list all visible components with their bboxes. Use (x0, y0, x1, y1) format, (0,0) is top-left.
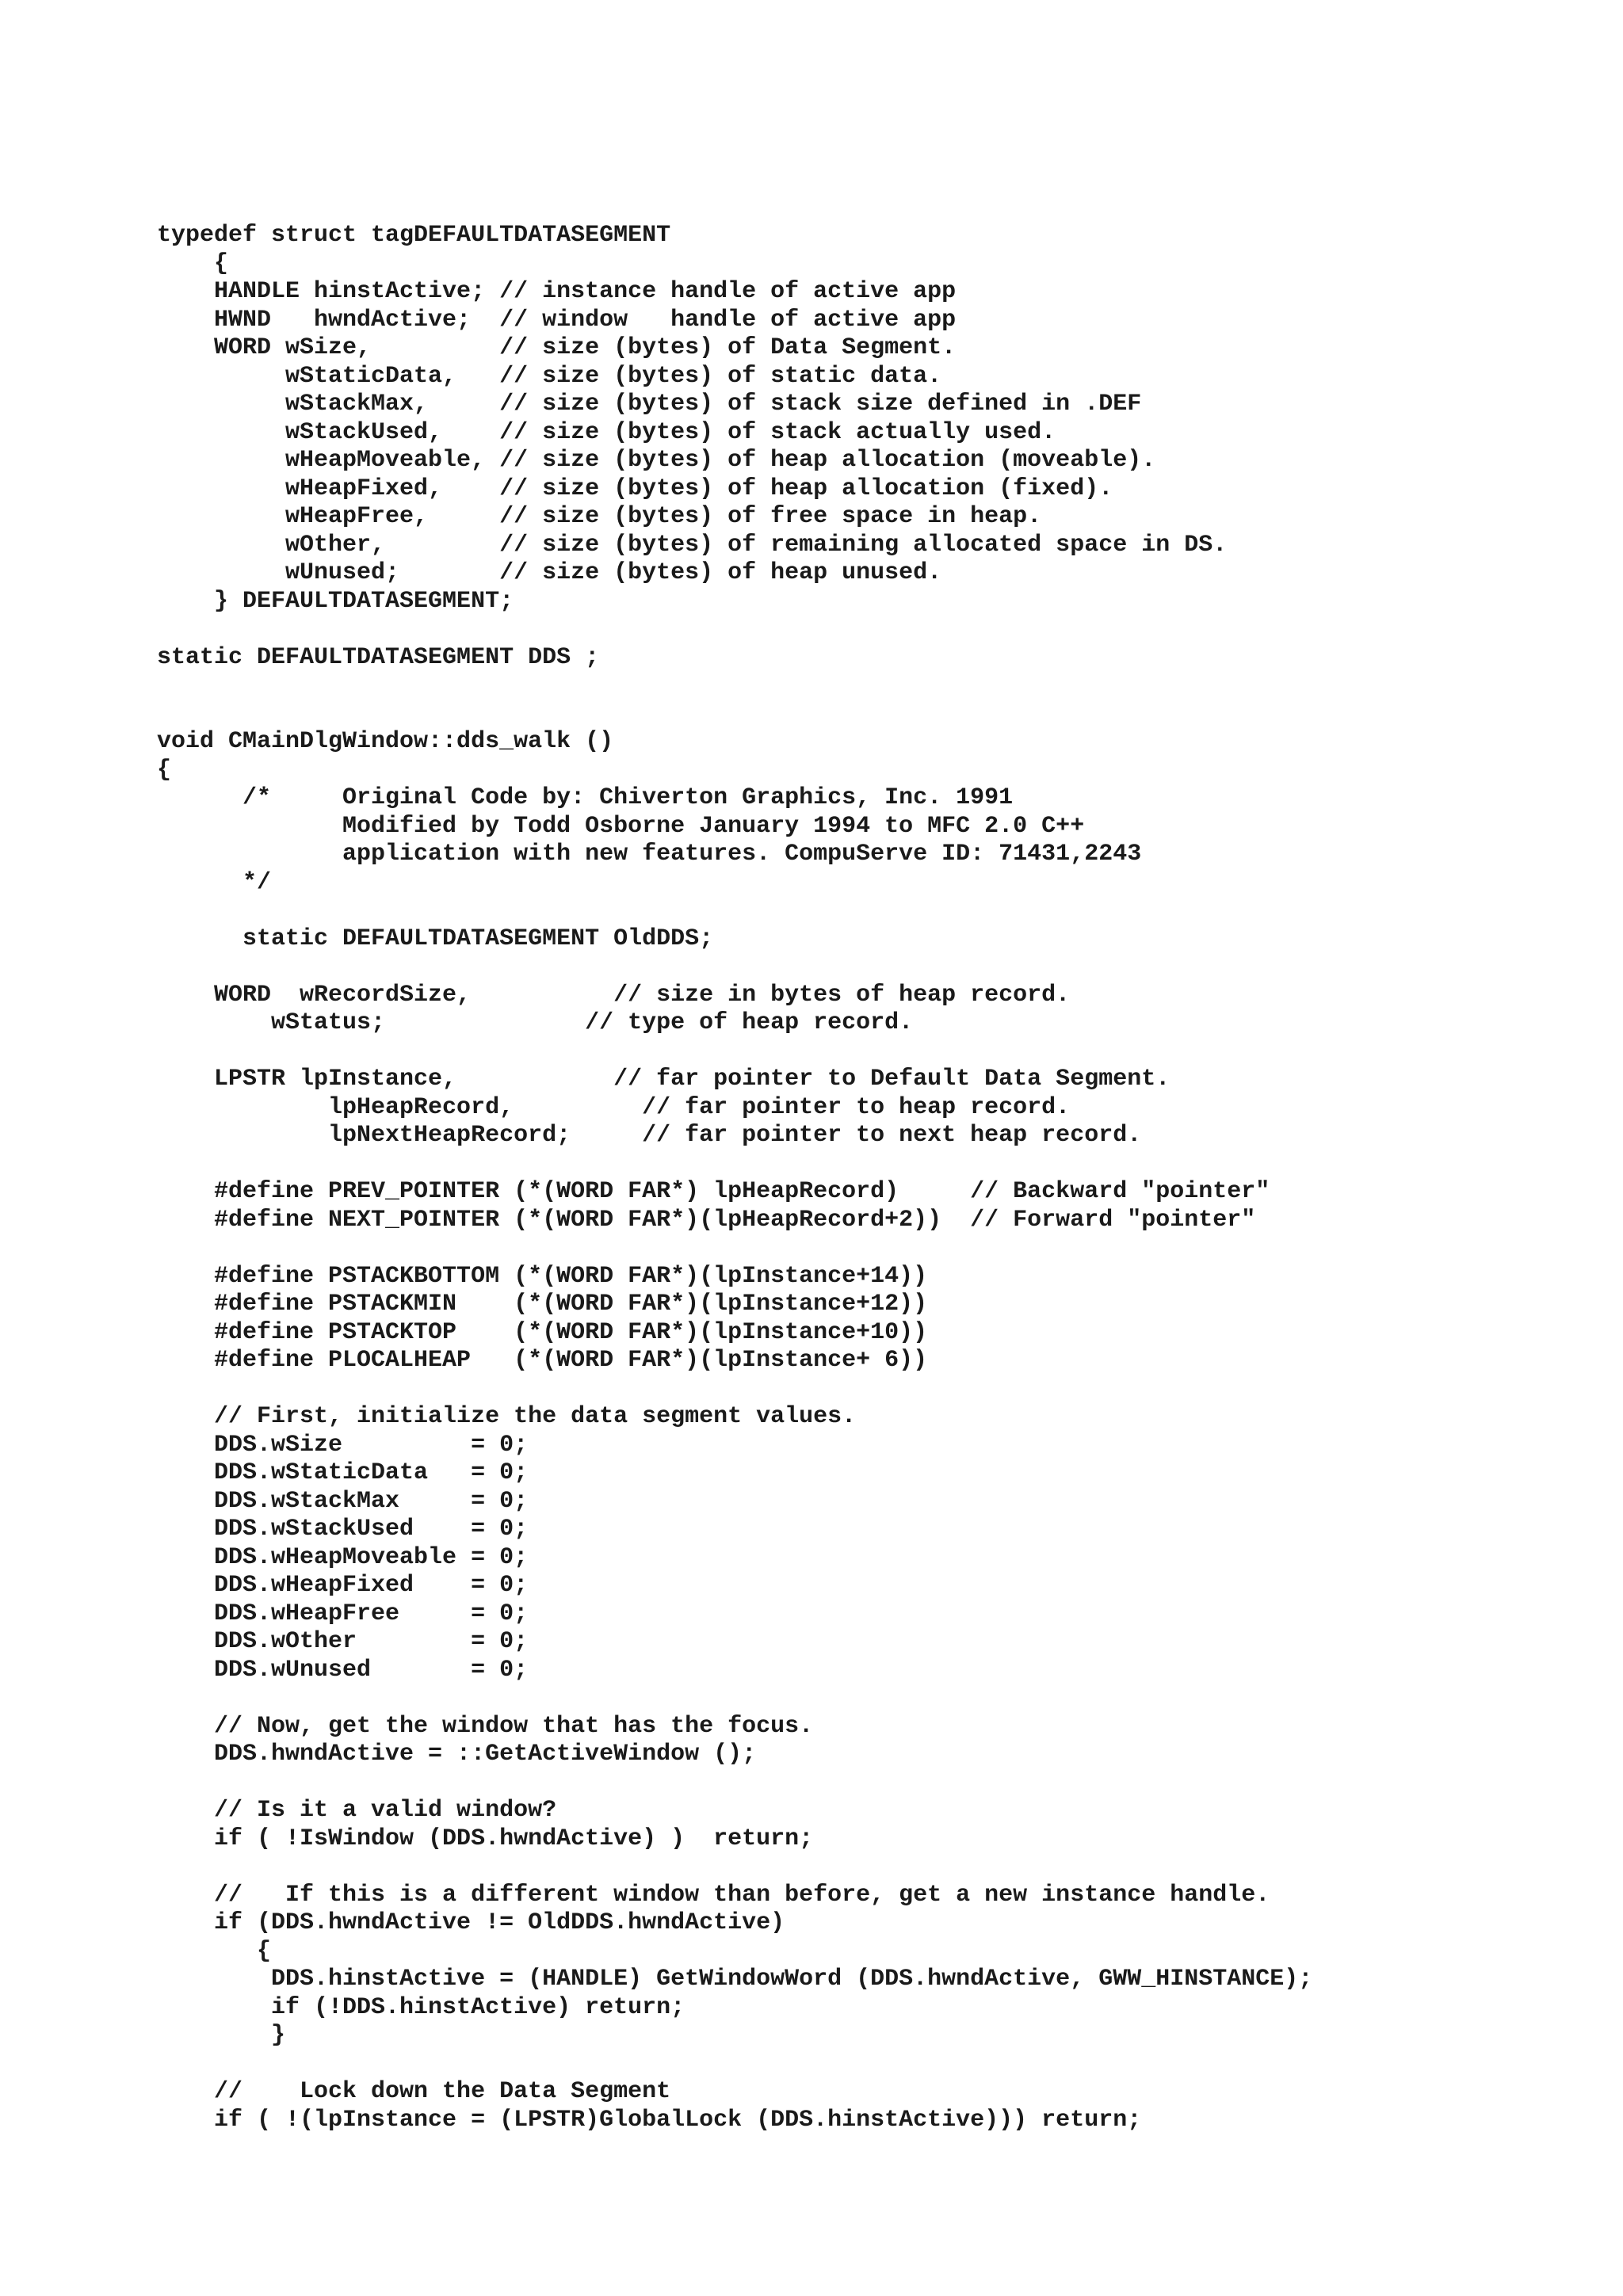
code-line: #define NEXT_POINTER (*(WORD FAR*)(lpHeapRecord+2)) // Forward "pointer" (157, 1206, 1256, 1234)
code-line: void CMainDlgWindow::dds_walk () (157, 728, 614, 755)
code-line (0, 672, 1623, 700)
code-line (0, 1853, 1623, 1882)
code-line: if (!DDS.hinstActive) return; (157, 1993, 685, 2021)
code-line: */ (157, 868, 272, 896)
code-line: } (157, 2022, 286, 2049)
code-line: DDS.wHeapMoveable = 0; (157, 1543, 529, 1571)
code-line: DDS.wOther = 0; (157, 1628, 529, 1655)
code-line: DDS.wHeapFixed = 0; (157, 1572, 529, 1599)
code-line (0, 1769, 1623, 1798)
source-code-listing (0, 222, 1623, 2134)
code-line: // Now, get the window that has the focus. (157, 1712, 814, 1740)
code-line: #define PSTACKMIN (*(WORD FAR*)(lpInstance+12)) (157, 1291, 928, 1318)
code-line: { (157, 250, 229, 277)
code-line: lpHeapRecord, // far pointer to heap record. (157, 1093, 1071, 1121)
code-line: if ( !IsWindow (DDS.hwndActive) ) return; (157, 1825, 814, 1852)
code-line: // First, initialize the data segment values. (157, 1403, 857, 1430)
code-line: application with new features. CompuServe ID: 71431,2243 (157, 841, 1142, 868)
code-line (0, 616, 1623, 644)
code-line: DDS.wHeapFree = 0; (157, 1600, 529, 1627)
code-line: wStatus; // type of heap record. (157, 1009, 914, 1036)
code-line: { (157, 756, 172, 784)
code-line (0, 953, 1623, 982)
code-line: lpNextHeapRecord; // far pointer to next heap record. (157, 1122, 1142, 1149)
code-line: // Is it a valid window? (157, 1797, 557, 1824)
code-line: DDS.hinstActive = (HANDLE) GetWindowWord (DDS.hwndActive, GWW_HINSTANCE); (157, 1966, 1313, 1993)
code-line (0, 2050, 1623, 2079)
code-line: DDS.wStackMax = 0; (157, 1487, 529, 1515)
code-line: Modified by Todd Osborne January 1994 to MFC 2.0 C++ (157, 812, 1085, 840)
code-line: wUnused; // size (bytes) of heap unused. (157, 559, 942, 586)
code-line: wHeapFree, // size (bytes) of free space in heap. (157, 503, 1042, 530)
code-line: } DEFAULTDATASEGMENT; (157, 587, 514, 615)
code-line (0, 1375, 1623, 1404)
code-line: if ( !(lpInstance = (LPSTR)GlobalLock (DDS.hinstActive))) return; (157, 2106, 1142, 2134)
code-line (0, 1150, 1623, 1179)
code-line: DDS.wUnused = 0; (157, 1656, 529, 1684)
code-line: LPSTR lpInstance, // far pointer to Default Data Segment. (157, 1066, 1170, 1093)
code-line: DDS.wSize = 0; (157, 1431, 529, 1459)
code-line: // Lock down the Data Segment (157, 2078, 671, 2105)
code-line (0, 700, 1623, 729)
code-line: wStaticData, // size (bytes) of static data. (157, 362, 942, 390)
code-line: // If this is a different window than before, get a new instance handle. (157, 1881, 1270, 1909)
code-line: wHeapMoveable, // size (bytes) of heap allocation (moveable). (157, 447, 1156, 474)
code-line: HWND hwndActive; // window handle of active app (157, 306, 957, 334)
code-line: #define PSTACKBOTTOM (*(WORD FAR*)(lpInstance+14)) (157, 1262, 928, 1290)
code-line: #define PREV_POINTER (*(WORD FAR*) lpHeapRecord) // Backward "pointer" (157, 1178, 1270, 1205)
code-line: /* Original Code by: Chiverton Graphics, Inc. 1991 (157, 784, 1014, 811)
code-line: #define PSTACKTOP (*(WORD FAR*)(lpInstance+10)) (157, 1318, 928, 1346)
code-line: DDS.wStackUsed = 0; (157, 1516, 529, 1543)
code-line: { (157, 1937, 272, 1965)
code-line: DDS.wStaticData = 0; (157, 1459, 529, 1486)
code-line: #define PLOCALHEAP (*(WORD FAR*)(lpInstance+ 6)) (157, 1347, 928, 1374)
code-line: WORD wSize, // size (bytes) of Data Segment. (157, 334, 957, 361)
code-line: wStackUsed, // size (bytes) of stack actually used. (157, 418, 1056, 446)
code-line (0, 1038, 1623, 1066)
code-line: DDS.hwndActive = ::GetActiveWindow (); (157, 1741, 757, 1768)
code-line: HANDLE hinstActive; // instance handle of active app (157, 278, 957, 305)
code-line (0, 1684, 1623, 1713)
code-line: wStackMax, // size (bytes) of stack size defined in .DEF (157, 391, 1142, 418)
code-line: wHeapFixed, // size (bytes) of heap allocation (fixed). (157, 475, 1113, 502)
code-line: typedef struct tagDEFAULTDATASEGMENT (157, 222, 671, 249)
code-line: static DEFAULTDATASEGMENT OldDDS; (157, 925, 714, 952)
code-line: wOther, // size (bytes) of remaining allocated space in DS. (157, 531, 1228, 559)
code-line: static DEFAULTDATASEGMENT DDS ; (157, 643, 600, 671)
code-line: if (DDS.hwndActive != OldDDS.hwndActive) (157, 1909, 785, 1936)
code-line (0, 897, 1623, 925)
code-line: WORD wRecordSize, // size in bytes of heap record. (157, 981, 1071, 1009)
code-line (0, 1234, 1623, 1263)
